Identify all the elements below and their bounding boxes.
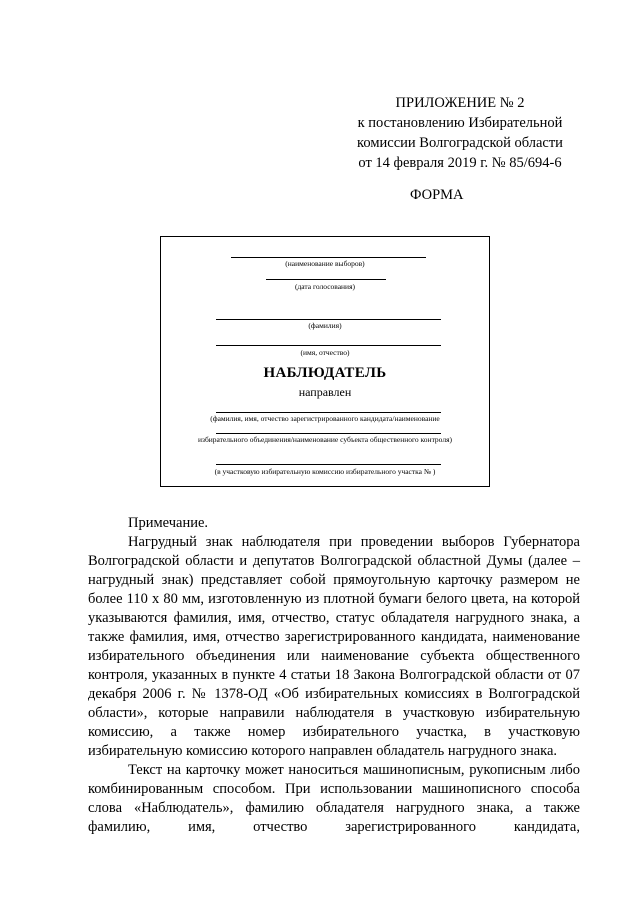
observer-badge-form	[160, 236, 490, 487]
candidate-line	[216, 412, 441, 413]
commission-caption: (в участковую избирательную комиссию избирательного участка № )	[214, 467, 436, 476]
candidate-caption-1: (фамилия, имя, отчество зарегистрированного кандидата/наименование	[210, 414, 440, 423]
appendix-line-date-number: от 14 февраля 2019 г. № 85/694-6	[358, 155, 562, 171]
election-name-caption: (наименование выборов)	[285, 259, 365, 268]
election-name-line	[231, 257, 426, 258]
voting-date-line	[266, 279, 386, 280]
appendix-line-commission: комиссии Волгоградской области	[357, 135, 563, 151]
note-paragraph-1: Нагрудный знак наблюдателя при проведении выборов Губернатора Волгоградской области и депутатов Волгоградской областной Думы (далее – нагрудный знак) представляет собой прямоугольную карточку размером не более 110 х 80 мм, изготовленную из плотной бумаги белого цвета, на которой указываются фамилия, имя, отчество, статус обладателя нагрудного знака, а также фамилия, имя, отчество зарегистрированного кандидата, наименование избирательного объединения или наименование субъекта общественного контроля, указанных в пункте 4 статьи 18 Закона Волгоградской области от 07 декабря 2006 г. № 1378-ОД «Об избирательных комиссиях в Волгоградской области», которые направили наблюдателя в участковую избирательную комиссию, а также номер избирательного участка, в участковую избирательную комиссию которого направлен обладатель нагрудного знака.	[88, 534, 580, 759]
name-caption: (имя, отчество)	[300, 348, 350, 357]
name-line	[216, 345, 441, 346]
commission-line	[216, 464, 441, 465]
badge-title: НАБЛЮДАТЕЛЬ	[263, 365, 387, 381]
note-paragraph-2: Текст на карточку может наноситься машинописным, рукописным либо комбинированным способом. При использовании машинописного способа слова «Наблюдатель», фамилию обладателя нагрудного знака, а также фамилию, имя, отчество зарегистрированного кандидата,	[88, 762, 580, 835]
candidate-caption-2: избирательного объединения/наименование субъекта общественного контроля)	[197, 435, 453, 444]
note-section	[88, 514, 580, 837]
surname-line	[216, 319, 441, 320]
candidate-line-2	[216, 433, 441, 434]
note-heading: Примечание.	[128, 515, 209, 531]
appendix-line-resolution: к постановлению Избирательной	[357, 115, 563, 131]
appendix-header	[340, 93, 580, 173]
voting-date-caption: (дата голосования)	[294, 282, 356, 291]
form-label: ФОРМА	[410, 187, 464, 203]
appendix-title: ПРИЛОЖЕНИЕ № 2	[395, 95, 525, 111]
surname-caption: (фамилия)	[308, 321, 342, 330]
badge-subtitle: направлен	[298, 385, 352, 399]
